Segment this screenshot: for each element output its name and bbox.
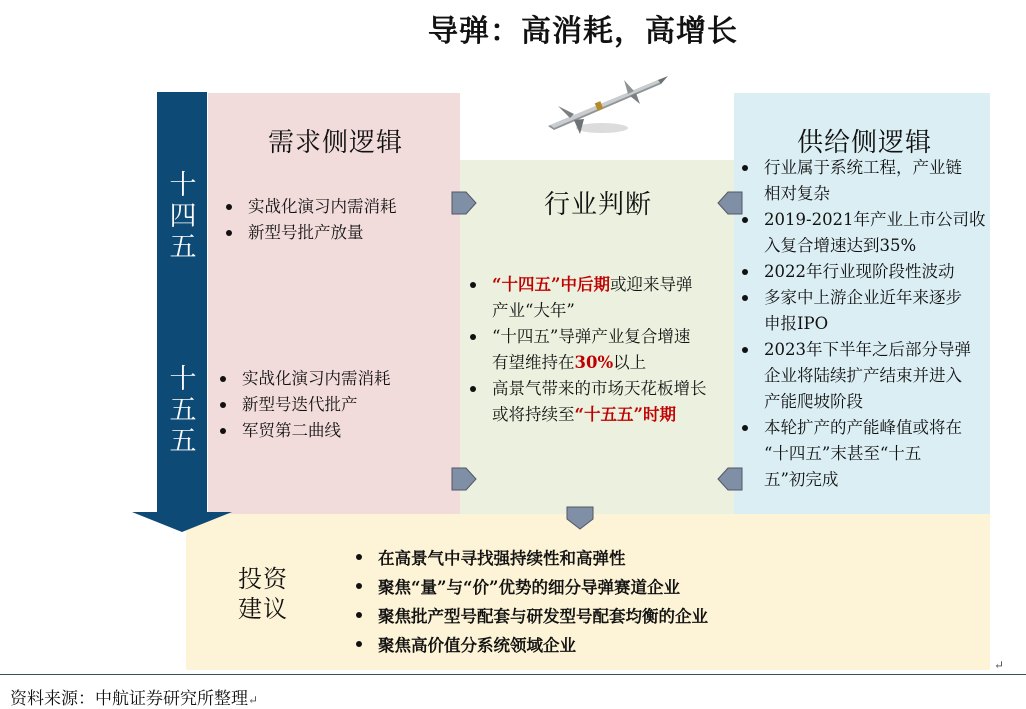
source-note: 资料来源：中航证券研究所整理↵ [10, 689, 259, 709]
period-155-label: 十 五 五 [169, 364, 197, 457]
missile-icon [540, 62, 670, 142]
list-item: 多家中上游企业近年来逐步 申报IPO [738, 285, 990, 337]
period-arrow [130, 92, 240, 532]
list-item: “十四五”导弹产业复合增速 有望维持在30%以上 [466, 324, 731, 376]
judgment-heading: 行业判断 [544, 190, 653, 220]
list-item: 本轮扩产的产能峰值或将在 “十四五”末甚至“十五 五”初完成 [738, 415, 990, 493]
list-item: “十四五”中后期或迎来导弹 产业“大年” [466, 272, 731, 324]
demand-heading: 需求侧逻辑 [268, 128, 404, 158]
list-item: 聚焦高价值分系统领域企业 [352, 631, 708, 660]
arrow-left-icon [716, 190, 744, 216]
list-item: 聚焦“量”与“价”优势的细分导弹赛道企业 [352, 573, 708, 602]
invest-list [352, 544, 708, 660]
supply-heading: 供给侧逻辑 [797, 128, 933, 158]
list-item: 2022年行业现阶段性波动 [738, 259, 990, 285]
arrow-left-icon [716, 466, 744, 492]
demand-list-155 [216, 366, 391, 444]
judgment-list [466, 272, 731, 428]
invest-label: 投资 建议 [238, 565, 288, 623]
list-item: 聚焦批产型号配套与研发型号配套均衡的企业 [352, 602, 708, 631]
list-item: 2019-2021年产业上市公司收 入复合增速达到35% [738, 207, 990, 259]
list-item: 实战化演习内需消耗 [222, 194, 397, 220]
list-item: 在高景气中寻找强持续性和高弹性 [352, 544, 708, 573]
list-item: 2023年下半年之后部分导弹 企业将陆续扩产结束并进入 产能爬坡阶段 [738, 337, 990, 415]
arrow-right-icon [450, 190, 478, 216]
supply-list [738, 155, 990, 493]
list-item: 新型号迭代批产 [216, 392, 391, 418]
arrow-down-icon [565, 505, 595, 531]
list-item: 新型号批产放量 [222, 220, 397, 246]
demand-list-145 [222, 194, 397, 246]
page-title: 导弹：高消耗，高增长 [428, 14, 738, 49]
footer-divider [0, 674, 1026, 675]
list-item: 军贸第二曲线 [216, 418, 391, 444]
return-mark-icon: ↵ [994, 658, 1005, 672]
list-item: 高景气带来的市场天花板增长 或将持续至“十五五”时期 [466, 376, 731, 428]
return-mark-icon: ↵ [248, 693, 259, 707]
list-item: 行业属于系统工程，产业链 相对复杂 [738, 155, 990, 207]
period-145-label: 十 四 五 [169, 170, 197, 263]
arrow-right-icon [450, 466, 478, 492]
list-item: 实战化演习内需消耗 [216, 366, 391, 392]
